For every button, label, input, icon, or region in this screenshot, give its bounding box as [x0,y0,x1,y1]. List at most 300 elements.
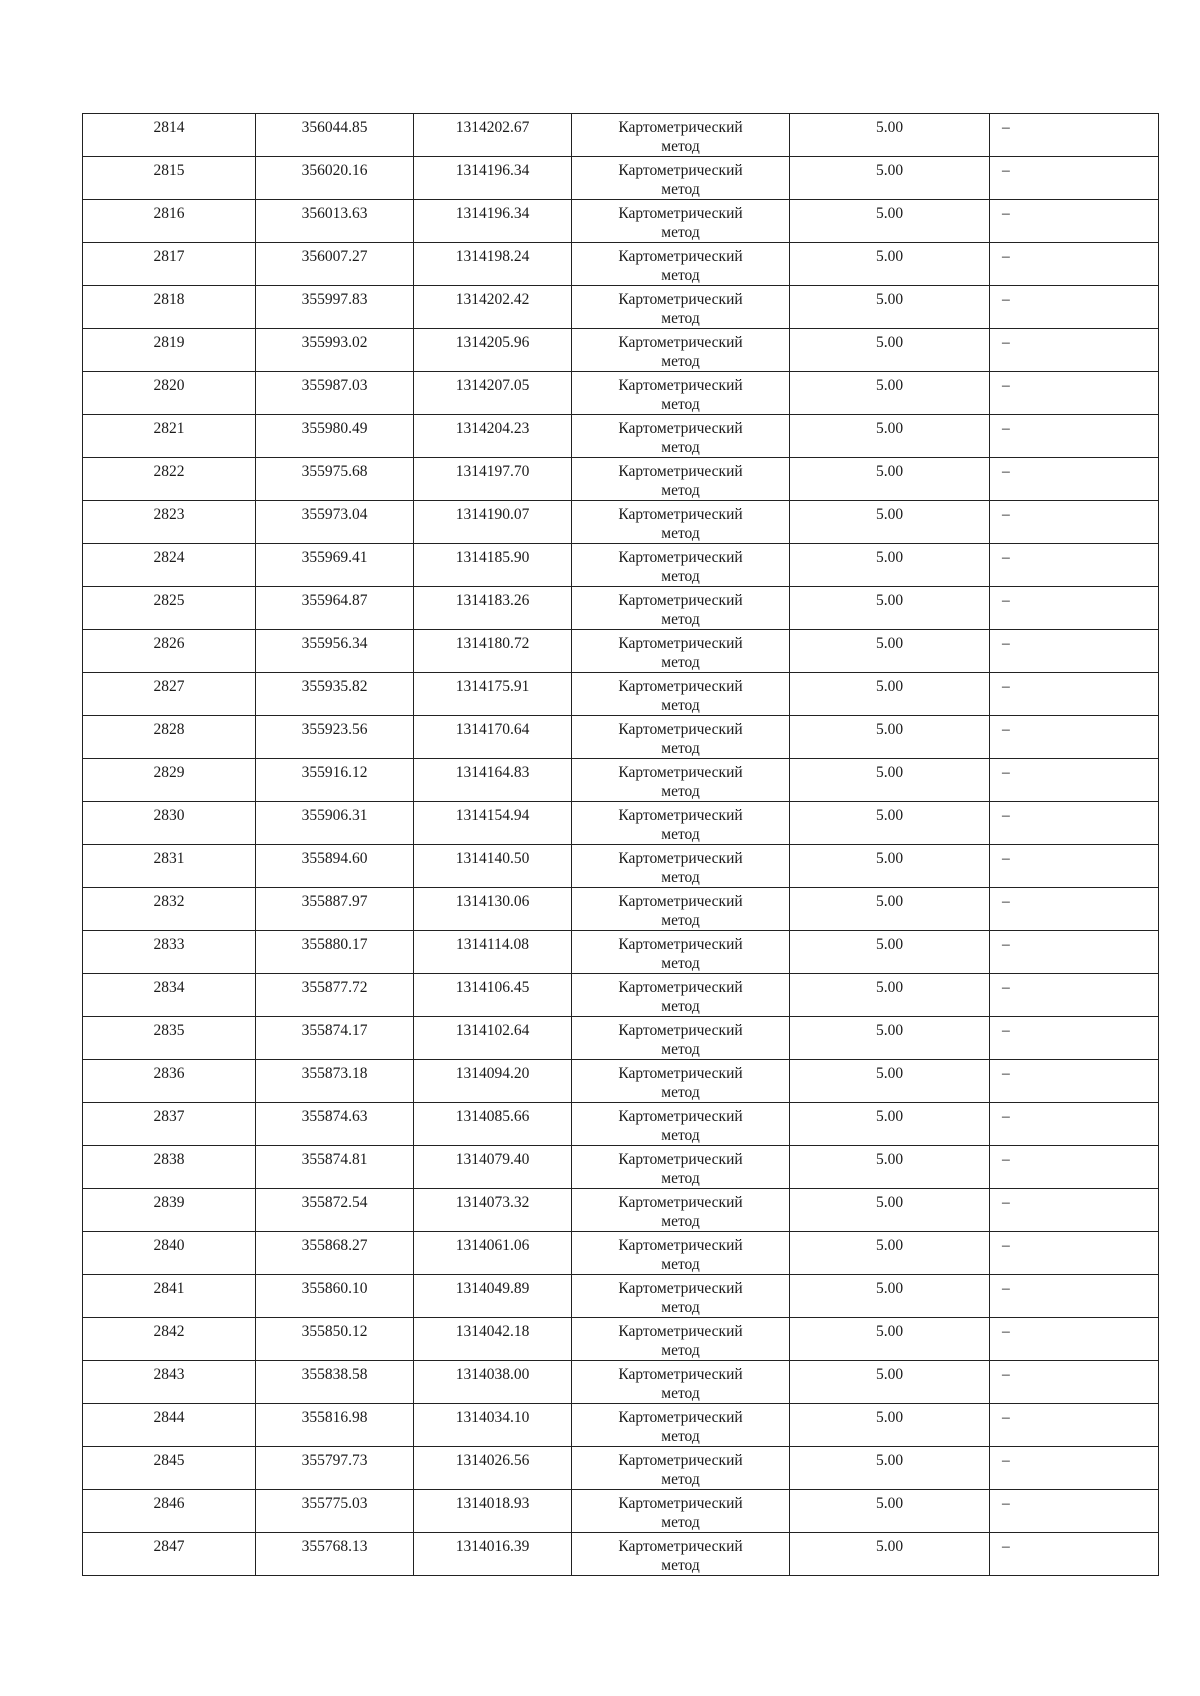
y-coordinate-cell: 1314016.39 [414,1533,572,1576]
method-line-2: метод [661,310,700,327]
point-number-cell: 2844 [83,1404,256,1447]
method-line-1: Картометрический [618,1108,743,1125]
accuracy-cell: 5.00 [790,1146,990,1189]
description-cell: – [990,1404,1159,1447]
x-coordinate-cell: 355964.87 [256,587,414,630]
method-line-2: метод [661,1170,700,1187]
x-coordinate-cell: 355850.12 [256,1318,414,1361]
method-line-1: Картометрический [618,377,743,394]
y-coordinate-cell: 1314198.24 [414,243,572,286]
method-line-2: метод [661,1385,700,1402]
x-coordinate-cell: 355797.73 [256,1447,414,1490]
description-cell: – [990,157,1159,200]
method-line-1: Картометрический [618,549,743,566]
coordinates-table [82,113,1159,1576]
x-coordinate-cell: 356044.85 [256,114,414,157]
method-line-1: Картометрический [618,205,743,222]
y-coordinate-cell: 1314180.72 [414,630,572,673]
method-line-2: метод [661,138,700,155]
method-line-1: Картометрический [618,721,743,738]
point-number-cell: 2834 [83,974,256,1017]
accuracy-cell: 5.00 [790,759,990,802]
description-cell: – [990,458,1159,501]
method-line-1: Картометрический [618,463,743,480]
x-coordinate-cell: 355980.49 [256,415,414,458]
method-cell [572,1404,790,1447]
y-coordinate-cell: 1314154.94 [414,802,572,845]
point-number-cell: 2833 [83,931,256,974]
accuracy-cell: 5.00 [790,974,990,1017]
x-coordinate-cell: 355975.68 [256,458,414,501]
table-row [83,1146,1159,1189]
point-number-cell: 2840 [83,1232,256,1275]
method-line-1: Картометрический [618,592,743,609]
method-line-2: метод [661,1084,700,1101]
point-number-cell: 2842 [83,1318,256,1361]
description-cell: – [990,415,1159,458]
description-cell: – [990,286,1159,329]
accuracy-cell: 5.00 [790,243,990,286]
accuracy-cell: 5.00 [790,845,990,888]
description-cell: – [990,1318,1159,1361]
x-coordinate-cell: 355877.72 [256,974,414,1017]
method-cell [572,802,790,845]
description-cell: – [990,1189,1159,1232]
method-cell [572,1447,790,1490]
x-coordinate-cell: 355874.63 [256,1103,414,1146]
accuracy-cell: 5.00 [790,1533,990,1576]
table-row [83,157,1159,200]
method-cell [572,587,790,630]
method-cell [572,1490,790,1533]
accuracy-cell: 5.00 [790,415,990,458]
description-cell: – [990,716,1159,759]
method-cell [572,501,790,544]
method-line-2: метод [661,654,700,671]
method-line-2: метод [661,826,700,843]
y-coordinate-cell: 1314061.06 [414,1232,572,1275]
y-coordinate-cell: 1314073.32 [414,1189,572,1232]
method-cell [572,372,790,415]
method-cell [572,974,790,1017]
method-line-2: метод [661,1127,700,1144]
method-line-2: метод [661,1299,700,1316]
point-number-cell: 2826 [83,630,256,673]
method-line-1: Картометрический [618,420,743,437]
table-row [83,587,1159,630]
point-number-cell: 2823 [83,501,256,544]
point-number-cell: 2846 [83,1490,256,1533]
table-row [83,716,1159,759]
description-cell: – [990,501,1159,544]
y-coordinate-cell: 1314130.06 [414,888,572,931]
description-cell: – [990,1146,1159,1189]
description-cell: – [990,329,1159,372]
method-cell [572,243,790,286]
accuracy-cell: 5.00 [790,1232,990,1275]
method-cell [572,114,790,157]
method-line-1: Картометрический [618,635,743,652]
y-coordinate-cell: 1314197.70 [414,458,572,501]
accuracy-cell: 5.00 [790,888,990,931]
table-row [83,1447,1159,1490]
y-coordinate-cell: 1314049.89 [414,1275,572,1318]
y-coordinate-cell: 1314140.50 [414,845,572,888]
point-number-cell: 2836 [83,1060,256,1103]
table-row [83,544,1159,587]
table-row [83,415,1159,458]
table-row [83,1060,1159,1103]
description-cell: – [990,1103,1159,1146]
method-line-2: метод [661,912,700,929]
y-coordinate-cell: 1314183.26 [414,587,572,630]
y-coordinate-cell: 1314196.34 [414,157,572,200]
accuracy-cell: 5.00 [790,1361,990,1404]
table-row [83,501,1159,544]
y-coordinate-cell: 1314196.34 [414,200,572,243]
method-line-2: метод [661,1256,700,1273]
table-row [83,1318,1159,1361]
method-line-2: метод [661,353,700,370]
description-cell: – [990,1447,1159,1490]
accuracy-cell: 5.00 [790,544,990,587]
method-line-1: Картометрический [618,1452,743,1469]
table-row [83,630,1159,673]
x-coordinate-cell: 355997.83 [256,286,414,329]
accuracy-cell: 5.00 [790,1103,990,1146]
method-line-1: Картометрический [618,893,743,910]
point-number-cell: 2825 [83,587,256,630]
point-number-cell: 2843 [83,1361,256,1404]
x-coordinate-cell: 356013.63 [256,200,414,243]
point-number-cell: 2837 [83,1103,256,1146]
point-number-cell: 2815 [83,157,256,200]
method-line-1: Картометрический [618,1022,743,1039]
description-cell: – [990,243,1159,286]
description-cell: – [990,200,1159,243]
accuracy-cell: 5.00 [790,1404,990,1447]
method-cell [572,673,790,716]
method-line-1: Картометрический [618,1495,743,1512]
table-row [83,1103,1159,1146]
description-cell: – [990,1490,1159,1533]
description-cell: – [990,888,1159,931]
table-row [83,200,1159,243]
method-cell [572,458,790,501]
method-line-1: Картометрический [618,1151,743,1168]
table-row [83,673,1159,716]
method-line-1: Картометрический [618,764,743,781]
method-line-1: Картометрический [618,119,743,136]
x-coordinate-cell: 355916.12 [256,759,414,802]
point-number-cell: 2829 [83,759,256,802]
method-line-1: Картометрический [618,1065,743,1082]
accuracy-cell: 5.00 [790,114,990,157]
table-row [83,1533,1159,1576]
description-cell: – [990,1232,1159,1275]
table-row [83,372,1159,415]
point-number-cell: 2818 [83,286,256,329]
description-cell: – [990,1060,1159,1103]
accuracy-cell: 5.00 [790,329,990,372]
method-line-2: метод [661,525,700,542]
method-cell [572,1232,790,1275]
x-coordinate-cell: 355987.03 [256,372,414,415]
description-cell: – [990,1275,1159,1318]
table-row [83,931,1159,974]
method-line-1: Картометрический [618,1237,743,1254]
accuracy-cell: 5.00 [790,1490,990,1533]
table-row [83,845,1159,888]
accuracy-cell: 5.00 [790,372,990,415]
description-cell: – [990,630,1159,673]
method-cell [572,845,790,888]
table-row [83,759,1159,802]
point-number-cell: 2828 [83,716,256,759]
table-row [83,243,1159,286]
point-number-cell: 2827 [83,673,256,716]
table-row [83,1275,1159,1318]
y-coordinate-cell: 1314038.00 [414,1361,572,1404]
method-cell [572,1103,790,1146]
y-coordinate-cell: 1314202.42 [414,286,572,329]
accuracy-cell: 5.00 [790,1275,990,1318]
method-cell [572,716,790,759]
method-line-1: Картометрический [618,162,743,179]
table-row [83,974,1159,1017]
point-number-cell: 2847 [83,1533,256,1576]
method-line-2: метод [661,1471,700,1488]
x-coordinate-cell: 355874.17 [256,1017,414,1060]
table-row [83,888,1159,931]
x-coordinate-cell: 355993.02 [256,329,414,372]
method-line-2: метод [661,697,700,714]
description-cell: – [990,673,1159,716]
table-row [83,1490,1159,1533]
y-coordinate-cell: 1314170.64 [414,716,572,759]
method-line-1: Картометрический [618,850,743,867]
y-coordinate-cell: 1314034.10 [414,1404,572,1447]
point-number-cell: 2819 [83,329,256,372]
method-line-1: Картометрический [618,248,743,265]
y-coordinate-cell: 1314164.83 [414,759,572,802]
method-line-2: метод [661,1514,700,1531]
y-coordinate-cell: 1314079.40 [414,1146,572,1189]
table-row [83,114,1159,157]
method-cell [572,1533,790,1576]
method-line-1: Картометрический [618,1366,743,1383]
table-body [83,114,1159,1576]
method-cell [572,415,790,458]
accuracy-cell: 5.00 [790,286,990,329]
method-line-1: Картометрический [618,1194,743,1211]
method-cell [572,759,790,802]
accuracy-cell: 5.00 [790,716,990,759]
y-coordinate-cell: 1314205.96 [414,329,572,372]
point-number-cell: 2821 [83,415,256,458]
x-coordinate-cell: 355838.58 [256,1361,414,1404]
method-cell [572,630,790,673]
point-number-cell: 2830 [83,802,256,845]
accuracy-cell: 5.00 [790,587,990,630]
y-coordinate-cell: 1314018.93 [414,1490,572,1533]
method-line-2: метод [661,267,700,284]
method-cell [572,931,790,974]
y-coordinate-cell: 1314204.23 [414,415,572,458]
method-line-1: Картометрический [618,1409,743,1426]
description-cell: – [990,114,1159,157]
description-cell: – [990,1361,1159,1404]
y-coordinate-cell: 1314114.08 [414,931,572,974]
description-cell: – [990,802,1159,845]
x-coordinate-cell: 355768.13 [256,1533,414,1576]
method-cell [572,1361,790,1404]
method-line-2: метод [661,1213,700,1230]
description-cell: – [990,931,1159,974]
method-line-2: метод [661,869,700,886]
point-number-cell: 2835 [83,1017,256,1060]
y-coordinate-cell: 1314175.91 [414,673,572,716]
point-number-cell: 2817 [83,243,256,286]
method-line-2: метод [661,611,700,628]
method-line-2: метод [661,783,700,800]
x-coordinate-cell: 355873.18 [256,1060,414,1103]
accuracy-cell: 5.00 [790,1060,990,1103]
accuracy-cell: 5.00 [790,630,990,673]
y-coordinate-cell: 1314202.67 [414,114,572,157]
method-line-1: Картометрический [618,678,743,695]
method-line-1: Картометрический [618,1280,743,1297]
point-number-cell: 2841 [83,1275,256,1318]
table-row [83,458,1159,501]
x-coordinate-cell: 355935.82 [256,673,414,716]
y-coordinate-cell: 1314085.66 [414,1103,572,1146]
method-line-2: метод [661,740,700,757]
point-number-cell: 2839 [83,1189,256,1232]
y-coordinate-cell: 1314094.20 [414,1060,572,1103]
description-cell: – [990,1533,1159,1576]
description-cell: – [990,587,1159,630]
accuracy-cell: 5.00 [790,501,990,544]
method-line-1: Картометрический [618,506,743,523]
point-number-cell: 2820 [83,372,256,415]
method-line-2: метод [661,482,700,499]
method-line-1: Картометрический [618,291,743,308]
method-line-1: Картометрический [618,807,743,824]
x-coordinate-cell: 355956.34 [256,630,414,673]
point-number-cell: 2831 [83,845,256,888]
method-cell [572,157,790,200]
accuracy-cell: 5.00 [790,931,990,974]
table-row [83,1189,1159,1232]
method-cell [572,286,790,329]
method-line-2: метод [661,1041,700,1058]
method-line-2: метод [661,568,700,585]
accuracy-cell: 5.00 [790,802,990,845]
y-coordinate-cell: 1314026.56 [414,1447,572,1490]
description-cell: – [990,845,1159,888]
method-cell [572,888,790,931]
x-coordinate-cell: 355880.17 [256,931,414,974]
accuracy-cell: 5.00 [790,1017,990,1060]
description-cell: – [990,372,1159,415]
method-cell [572,1060,790,1103]
x-coordinate-cell: 355887.97 [256,888,414,931]
method-cell [572,1318,790,1361]
accuracy-cell: 5.00 [790,157,990,200]
method-line-1: Картометрический [618,936,743,953]
method-line-2: метод [661,439,700,456]
y-coordinate-cell: 1314102.64 [414,1017,572,1060]
description-cell: – [990,974,1159,1017]
method-line-1: Картометрический [618,1538,743,1555]
table-row [83,1232,1159,1275]
method-line-2: метод [661,1557,700,1574]
x-coordinate-cell: 355872.54 [256,1189,414,1232]
x-coordinate-cell: 356007.27 [256,243,414,286]
x-coordinate-cell: 355816.98 [256,1404,414,1447]
method-cell [572,1017,790,1060]
method-cell [572,1275,790,1318]
accuracy-cell: 5.00 [790,458,990,501]
accuracy-cell: 5.00 [790,1318,990,1361]
x-coordinate-cell: 355973.04 [256,501,414,544]
point-number-cell: 2822 [83,458,256,501]
x-coordinate-cell: 355860.10 [256,1275,414,1318]
x-coordinate-cell: 355775.03 [256,1490,414,1533]
method-line-1: Картометрический [618,979,743,996]
accuracy-cell: 5.00 [790,1447,990,1490]
y-coordinate-cell: 1314207.05 [414,372,572,415]
y-coordinate-cell: 1314190.07 [414,501,572,544]
method-cell [572,200,790,243]
table-row [83,1361,1159,1404]
table-row [83,1017,1159,1060]
method-cell [572,329,790,372]
accuracy-cell: 5.00 [790,673,990,716]
point-number-cell: 2824 [83,544,256,587]
y-coordinate-cell: 1314106.45 [414,974,572,1017]
table-row [83,1404,1159,1447]
point-number-cell: 2814 [83,114,256,157]
description-cell: – [990,759,1159,802]
method-cell [572,544,790,587]
x-coordinate-cell: 355969.41 [256,544,414,587]
accuracy-cell: 5.00 [790,1189,990,1232]
method-line-2: метод [661,224,700,241]
method-cell [572,1146,790,1189]
table-row [83,329,1159,372]
y-coordinate-cell: 1314185.90 [414,544,572,587]
method-line-2: метод [661,1342,700,1359]
accuracy-cell: 5.00 [790,200,990,243]
x-coordinate-cell: 355874.81 [256,1146,414,1189]
table-row [83,802,1159,845]
method-line-2: метод [661,396,700,413]
table-row [83,286,1159,329]
description-cell: – [990,544,1159,587]
y-coordinate-cell: 1314042.18 [414,1318,572,1361]
x-coordinate-cell: 355906.31 [256,802,414,845]
x-coordinate-cell: 355923.56 [256,716,414,759]
method-line-2: метод [661,181,700,198]
method-cell [572,1189,790,1232]
method-line-2: метод [661,955,700,972]
method-line-2: метод [661,998,700,1015]
point-number-cell: 2845 [83,1447,256,1490]
point-number-cell: 2832 [83,888,256,931]
description-cell: – [990,1017,1159,1060]
